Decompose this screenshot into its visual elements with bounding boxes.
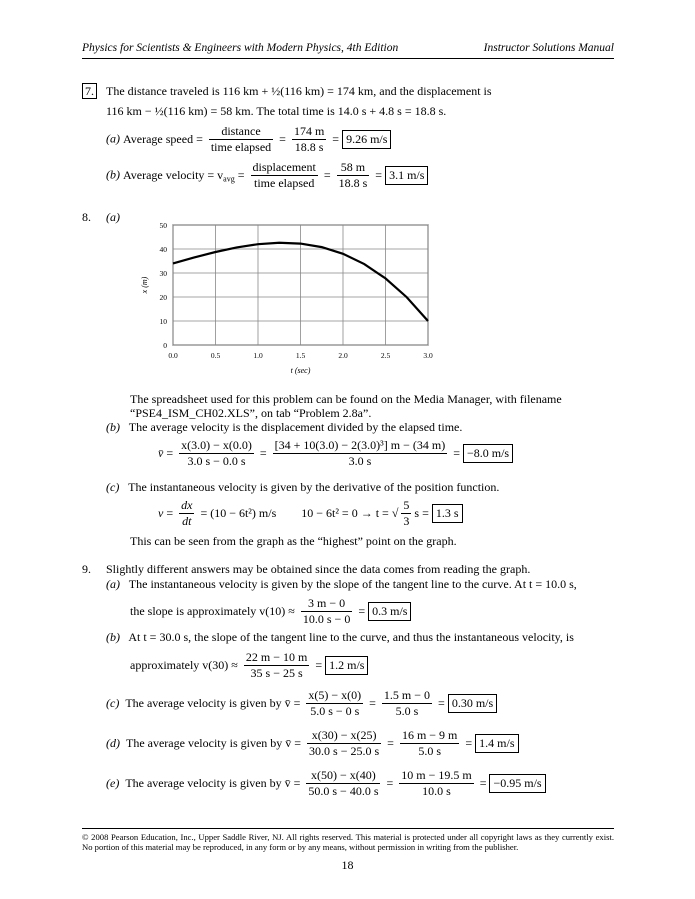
position-time-chart [125,215,445,390]
x-tick-label: 2.5 [380,351,391,360]
x-tick-label: 3.0 [423,351,433,360]
fraction: $\frac{\text{displacement}}{\text{time elapsed}}$ [252,160,316,190]
answer-box: 0.3 m/s [368,602,411,621]
fraction: $\frac{3 m - 0}{10.0 s - 0}$ [302,596,351,626]
problem-9-part-a-equation: the slope is approximately v(10) ≈ $\frac{3 m - 0}{10.0 s - 0}$ = 0.3 m/s [130,596,411,627]
fraction: $\frac{1.5 m - 0}{5.0 s}$ [383,688,431,718]
problem-9-part-a: (a) The instantaneous velocity is given by the slope of the tangent line to the curve. At t = 10.0 s, [106,577,577,591]
problem-8-part-c-equation: v = $\frac{dx}{dt}$ = (10 − 6t²) m/s 10 − 6t² = 0 → t = √ $\frac{5}{3}$ s = 1.3 s [158,498,463,529]
fraction: $\frac{16 m - 9 m}{5.0 s}$ [401,728,458,758]
chart-ticks [160,221,433,360]
problem-9-part-b: (b) At t = 30.0 s, the slope of the tangent line to the curve, and thus the instantaneous velocity, is [106,630,574,644]
fraction: $\frac{22 m - 10 m}{35 s - 25 s}$ [245,650,308,680]
problem-9-part-d: (d) The average velocity is given by v̄ = $\frac{x(30) - x(25)}{30.0 s - 25.0 s}$ = $\frac{16 m - 9 m}{5.0 s}$ = 1.4 m/s [106,728,519,759]
x-tick-label: 1.5 [295,351,306,360]
x-tick-label: 2.0 [338,351,348,360]
x-tick-label: 0.0 [168,351,178,360]
y-axis-label: x (m) [140,276,149,294]
problem-9-part-e: (e) The average velocity is given by v̄ = $\frac{x(50) - x(40)}{50.0 s - 40.0 s}$ = $\frac{10 m - 19.5 m}{10.0 s}$ = −0.95 m/s [106,768,546,799]
header-book-title: Physics for Scientists & Engineers with Modern Physics, 4th Edition [82,42,399,54]
problem-8-caption-1: The spreadsheet used for this problem can be found on the Media Manager, with filename [130,392,562,406]
fraction: $\frac{10 m - 19.5 m}{10.0 s}$ [401,768,472,798]
answer-box: 3.1 m/s [385,166,428,185]
problem-8-part-c: (c) The instantaneous velocity is given by the derivative of the position function. [106,480,500,494]
problem-8-part-b: (b) The average velocity is the displacement divided by the elapsed time. [106,420,463,434]
answer-box: −8.0 m/s [463,444,513,463]
y-tick-label: 40 [159,245,167,254]
problem-9-part-c: (c) The average velocity is given by v̄ = $\frac{x(5) - x(0)}{5.0 s - 0 s}$ = $\frac{1.5 m - 0}{5.0 s}$ = 0.30 m/s [106,688,497,719]
problem-7-number: 7. [82,84,97,99]
problem-9-number: 9. [82,562,91,576]
problem-7-line-1: The distance traveled is 116 km + ½(116 km) = 174 km, and the displacement is [106,84,492,98]
x-tick-label: 0.5 [210,351,221,360]
problem-7-part-a: (a) Average speed = $\frac{\text{distance}}{\text{time elapsed}}$ = $\frac{174 m}{18.8 s}$ = 9.26 m/s [106,124,391,155]
y-tick-label: 50 [159,221,167,230]
problem-7-part-b: (b) Average velocity = $v_{avg}$ = $\frac{\text{displacement}}{\text{time elapsed}}$ = $\frac{58 m}{18.8 s}$ = 3.1 m/s [106,160,428,191]
answer-box: 0.30 m/s [448,694,497,713]
fraction: $\frac{x(3.0) - x(0.0)}{3.0 s - 0.0 s}$ [181,438,252,468]
problem-8-part-b-equation: v̄ = $\frac{x(3.0) - x(0.0)}{3.0 s - 0.0 s}$ = $\frac{\text{[34 + 10(3.0) − 2(3.0)³] m − (34 m)}}{3.0 s}$ = −8.0 m/s [158,438,513,469]
problem-8-number: 8. [82,210,91,224]
problem-9-intro: Slightly different answers may be obtained since the data comes from reading the graph. [106,562,531,576]
y-tick-label: 10 [159,317,167,326]
fraction: $\frac{x(5) - x(0)}{5.0 s - 0 s}$ [308,688,362,718]
answer-box: 9.26 m/s [342,130,391,149]
fraction: $\frac{x(50) - x(40)}{50.0 s - 40.0 s}$ [308,768,379,798]
answer-box: 1.4 m/s [475,734,518,753]
y-tick-label: 0 [163,341,167,350]
fraction: $\frac{dx}{dt}$ [181,498,193,528]
fraction: $\frac{\text{[34 + 10(3.0) − 2(3.0)³] m − (34 m)}}{3.0 s}$ [274,438,446,468]
problem-8-note: This can be seen from the graph as the “highest” point on the graph. [130,534,457,548]
problem-8-part-a-label: (a) [106,210,120,224]
problem-7-line-2: 116 km − ½(116 km) = 58 km. The total time is 14.0 s + 4.8 s = 18.8 s. [106,104,447,118]
y-tick-label: 20 [159,293,167,302]
fraction: $\frac{174 m}{18.8 s}$ [293,124,325,154]
header-manual-title: Instructor Solutions Manual [483,42,614,54]
fraction: $\frac{\text{distance}}{\text{time elapsed}}$ [210,124,272,154]
x-tick-label: 1.0 [253,351,263,360]
problem-8-caption-2: “PSE4_ISM_CH02.XLS”, on tab “Problem 2.8a”. [130,406,372,420]
footer-rule [82,828,614,829]
fraction: $\frac{x(30) - x(25)}{30.0 s - 25.0 s}$ [309,728,380,758]
fraction: $\frac{5}{3}$ [403,498,410,528]
copyright-notice: © 2008 Pearson Education, Inc., Upper Saddle River, NJ. All rights reserved. This material is protected under all copyright laws as they currently exist. No portion of this material may be reproduced, in any form or by any means, without permission in writing from the publisher. [82,832,614,852]
page-number: 18 [341,858,354,872]
problem-9-part-b-equation: approximately v(30) ≈ $\frac{22 m - 10 m}{35 s - 25 s}$ = 1.2 m/s [130,650,368,681]
answer-box: 1.2 m/s [325,656,368,675]
y-tick-label: 30 [159,269,167,278]
answer-box: −0.95 m/s [489,774,545,793]
header-rule [82,58,614,59]
answer-box: 1.3 s [432,504,463,523]
fraction: $\frac{58 m}{18.8 s}$ [338,160,368,190]
x-axis-label: t (sec) [290,366,311,375]
